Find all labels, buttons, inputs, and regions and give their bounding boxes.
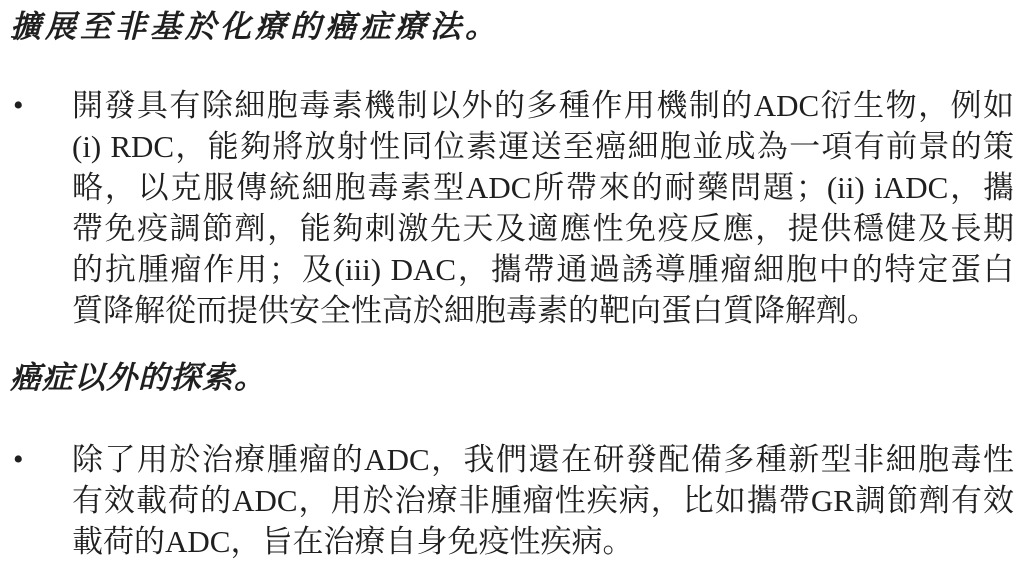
bullet-text-block	[72, 439, 1014, 562]
text-line: 載荷的ADC，旨在治療自身免疫性疾病。	[72, 524, 634, 559]
text-line: 有效載荷的ADC，用於治療非腫瘤性疾病，比如攜帶GR調節劑有效	[72, 483, 1014, 518]
text-line: 略，以克服傳統細胞毒素型ADC所帶來的耐藥問題；(ii) iADC，攜	[72, 170, 1014, 205]
bullet-marker: •	[13, 89, 24, 122]
section-heading-beyond-oncology: 癌症以外的探索。	[10, 360, 266, 395]
text-line: 開發具有除細胞毒素機制以外的多種作用機制的ADC衍生物，例如	[72, 88, 1014, 123]
bullet-marker: •	[13, 443, 24, 476]
text-line: 的抗腫瘤作用；及(iii) DAC，攜帶通過誘導腫瘤細胞中的特定蛋白	[72, 252, 1014, 287]
section-heading-chemo-free-therapies: 擴展至非基於化療的癌症療法。	[10, 9, 500, 44]
text-line: (i) RDC，能夠將放射性同位素運送至癌細胞並成為一項有前景的策	[72, 129, 1014, 164]
bullet-text-block	[72, 85, 1014, 331]
bullet-item-non-oncology-adc	[10, 439, 1014, 562]
bullet-item-adc-derivatives	[10, 85, 1014, 331]
text-line: 帶免疫調節劑，能夠刺激先天及適應性免疫反應，提供穩健及長期	[72, 211, 1014, 246]
text-line: 質降解從而提供安全性高於細胞毒素的靶向蛋白質降解劑。	[72, 293, 878, 328]
text-line: 除了用於治療腫瘤的ADC，我們還在研發配備多種新型非細胞毒性	[72, 442, 1014, 477]
